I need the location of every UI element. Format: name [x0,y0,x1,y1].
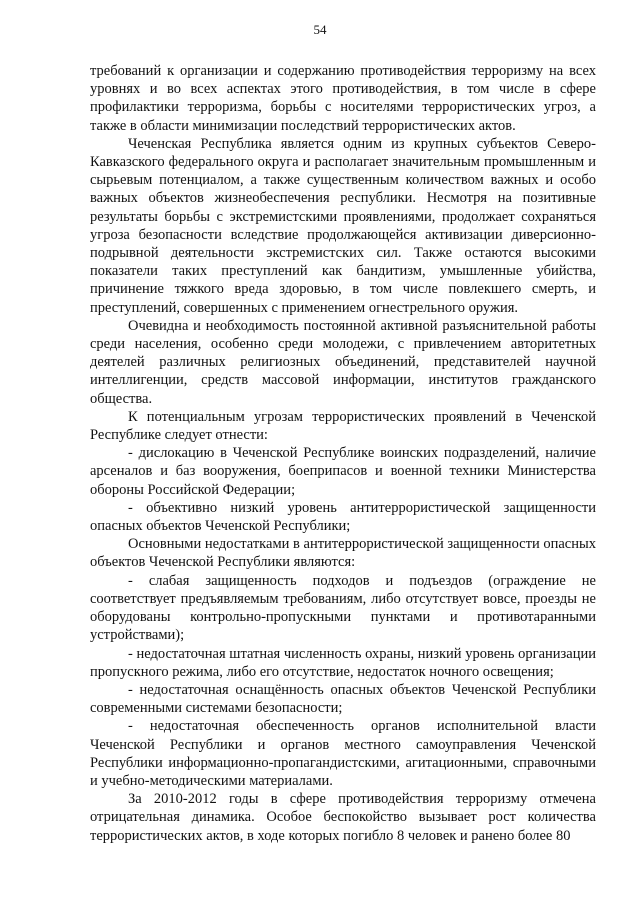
paragraph-11: - недостаточная обеспеченность органов исполнительной власти Чеченской Республики и органов местного самоуправления Чеченской Республики информационно-пропагандистскими, агитационными, справочными и учебно-методическими материалами. [90,718,596,789]
paragraph-2: Чеченская Республика является одним из крупных субъектов Северо-Кавказского федерального округа и располагает значительным промышленным и сырьевым потенциалом, а также существенным количеством важных и особо важных объектов жизнеобеспечения республики. Несмотря на позитивные результаты борьбы с экстремистскими проявлениями, продолжает сохраняться угроза безопасности вследствие продолжающейся активизации диверсионно-подрывной деятельности экстремистских сил. Также остаются высокими показатели таких преступлений как бандитизм, умышленные убийства, причинение тяжкого вреда здоровью, в том числе повлекшего смерть, и преступлений, совершенных с применением огнестрельного оружия. [90,135,596,316]
paragraph-5: - дислокацию в Чеченской Республике воинских подразделений, наличие арсеналов и баз вооружения, боеприпасов и военной техники Министерства обороны Российской Федерации; [90,445,596,498]
paragraph-6: - объективно низкий уровень антитеррористической защищенности опасных объектов Чеченской Республики; [90,499,596,535]
paragraph-1: требований к организации и содержанию противодействия терроризму на всех уровнях и во всех аспектах этого противодействия, в том числе в сфере профилактики терроризма, борьбы с носителями террористических угроз, а также в области минимизации последствий террористических актов. [90,63,596,134]
paragraph-8: - слабая защищенность подходов и подъездов (ограждение не соответствует предъявляемым требованиям, либо отсутствует вовсе, проезды не оборудованы контрольно-пропускными пунктами и противотаранными устройствами); [90,572,596,644]
paragraph-4: К потенциальным угрозам террористических проявлений в Чеченской Республике следует отнести: [90,408,596,444]
paragraph-12: За 2010-2012 годы в сфере противодействия терроризму отмечена отрицательная динамика. Особое беспокойство вызывает рост количества террористических актов, в ходе которых погибло 8 человек и ранено более 80 [90,791,596,844]
paragraph-10: - недостаточная оснащённость опасных объектов Чеченской Республики современными системами безопасности; [90,681,596,717]
paragraph-9: - недостаточная штатная численность охраны, низкий уровень организации пропускного режима, либо его отсутствие, недостаток ночного освещения; [90,645,596,680]
page-body [90,62,596,845]
paragraph-7: Основными недостатками в антитеррористической защищенности опасных объектов Чеченской Республики являются: [90,536,596,571]
paragraph-3: Очевидна и необходимость постоянной активной разъяснительной работы среди населения, особенно среди молодежи, с привлечением авторитетных деятелей различных религиозных объединений, представителей научной интеллигенции, средств массовой информации, институтов гражданского общества. [90,317,596,407]
page-number: 54 [313,22,327,37]
